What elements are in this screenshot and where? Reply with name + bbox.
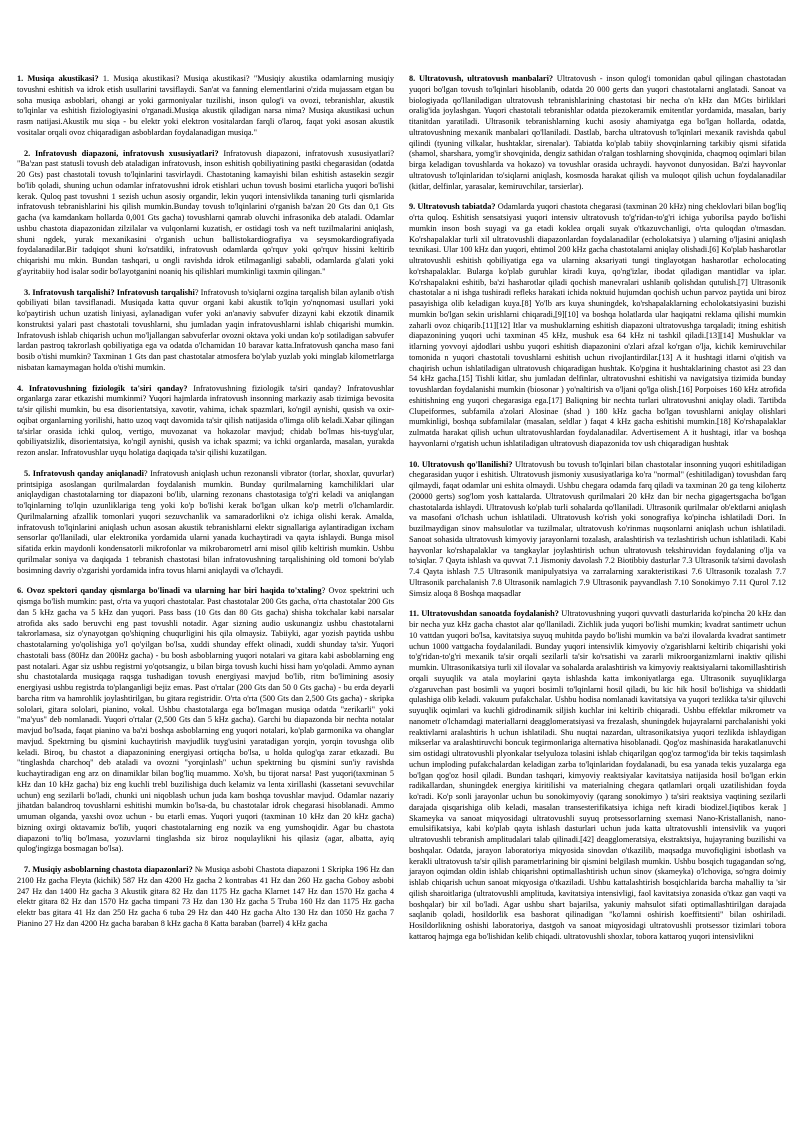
paragraph-10 xyxy=(409,460,786,600)
paragraph-7 xyxy=(17,865,394,930)
answer-text: Ultratovushning yuqori quvvatli dasturlarida ko'pincha 20 kHz dan bir necha yuz kHz gacha chastot alar qo'llaniladi. Zichlik juda yuqori bo'lishi mumkin; kvadrat santimetr uchun 10 vattdan yuqori bo'lsa, kavitatsiya suyuq muhitda paydo bo'lishi mumkin va ba'zi ilovalarda kvadrat santimetr uchun 1000 vattgacha foydalaniladi. Bunday yuqori intensivlik kimyoviy o'zgarishlarni keltirib chiqarishi yoki to'g'ridan-to'g'ri mexanik ta'sir orqali sezilarli ta'sir ko'rsatishi va zararli mikroorganizmlarni inaktiv qilishi mumkin. Ultrasonikatsiya turli xil ilovalar va sohalarda aralashtirish va kimyoviy reaktsiyalarni takomillashtirish orqali suyuqlik va atala moylarini qayta ishlashda katta imkoniyatlarga ega. Ultrasonik suyuqliklarga o'zgaruvchan past bosimli va yuqori bosimli to'lqinlarni hosil qiladi, bu kic hik hosil bo'lishiga va shiddatli qulashiga olib keladi. vakuum pufakchalar. Ushbu hodisa nomlanadi kavitatsiya va yuqori tezlikka ta'sir qiluvchi suyuqlik oqimlari va kuchli gidrodinamik siljish kuchlar ini keltirib chiqaradi. Ushbu effektlar mikrometr va nanometr o'lchamdagi materiallarni deagglomeratsiyasi va frezalash, shuningdek hujayralarni parchalanishi yoki reaktivlarni aralashtiris h uchun ishlatiladi. Shu nuqtai nazardan, ultrasonikatsiya yuqori tezlikda ishlaydigan mikserlar va aralashtiruvchi boncuk tegirmonlariga alternativa hisoblanadi. Qog'oz mashinasida harakatlanuvchi sim ostidagi ultratovushli plyonkalar tselyuloza tolasini ishlab chiqarilgan qog'oz tarmog'ida bir tekis taqsimlash uchun imploding pufakchalardan keladigan zarba to'lqinlaridan foydalanadi, bu esa yanada tekis yuzalarga ega bo'lgan qog'oz hosil qiladi. Bundan tashqari, kimyoviy reaktsiyalar kavitatsiya natijasida hosil bo'lgan erkin radikallardan, shuningdek energiya kiritilishi va materialning chegara qatlamlari orqali uzatilishidan foyda ko'radi. Ko'p sonli jarayonlar uchun bu sonokimyoviy (qarang sonokimyo ) ta'siri reaktsiya vaqtining sezilarli darajada qisqarishiga olib keladi, masalan transesterifikatsiya ichiga neft kiradi biodizel.[iqtibos kerak ] Skameyka va sanoat miqyosidagi ultratovushli suyuq protsessorlarning sxemasi Nano-Kristallanish, nano-emulsifikatsiya, kabi ko'plab qayta ishlash dasturlari uchun juda katta ultratovushli intensivlik va yuqori ultratovushli tebranish amplitudalari talab qilinadi.[42] deagglomeratsiya, ekstraktsiya, hujayraning buzilishi va boshqalar. Odatda, jarayon laboratoriya miqyosida sinovdan o'tkazilib, maqsadga muvofiqligini isbotlash va kerakli ultratovush ta'sir qilish parametrlarining bir qismini belgilash mumkin. Ushbu bosqich tugagandan so'ng, jarayon oqimdan oldin ishlab chiqarishni optimallashtirish uchun sinov (skameyka) o'lchoviga, so'ngra doimiy ishlab chiqarish uchun sanoat miqyosiga o'tkaziladi. Ushbu kattalashtirish bosqichlarida barcha mahalliy ta 'sir qilish sharoitlariga (ultratovushli amplituda, kavitatsiya intensivligi, faol kavitatsiya zonasida o'tkaz gan vaqti va boshqalar) bir xil bo'ladi. Agar ushbu shart bajarilsa, yakuniy mahsulot sifati optimallashtirilgan darajada saqlanib qoladi, hosildorlik esa bashorat qilinadigan "ko'lamni oshirish koeffitsienti" bilan oshiriladi. Hosildorlikning oshishi laboratoriya, dastgoh va sanoat miqyosidagi ultratovushli protsessor tizimlari tobora kattaroq hajmga ega bo'lishidan kelib chiqadi. ultratovushli shoxlar, tobora kattaroq yuqori intensivlikni xyxy=(409,609,786,941)
answer-text: Ultratovush bu tovush to'lqinlari bilan chastotalar insonning yuqori eshitiladigan chegarasidan yuqor i eshitish. Ultratovush jismoniy xususiyatlariga ko'ra "normal" (eshitiladigan) tovushdan farq qilmaydi, faqat odamlar uni eshita olmaydi. Ushbu chegara odamda farq qiladi va taxminan 20 ga teng kilohertz (20000 gerts) sog'lom yosh kattalarda. Ultratovush qurilmalari 20 kHz dan bir necha gigagertsgacha bo'lgan chastotalarda ishlaydi. Ultratovush ko'plab turli sohalarda qo'llaniladi. Ultrasonik qurilmalar ob'ektlarni aniqlash va masofani o'lchash uchun ishlatiladi. Ultratovush ko'rish yoki sonografiya ko'pincha ishlatiladi Dori. In buzilmaydigan sinov mahsulotlar va tuzilmalar, ultratovush ko'rinmas nuqsonlarni aniqlash uchun ishlatiladi. Sanoat sohasida ultratovush kimyoviy jarayonlarni tozalash, aralashtirish va tezlashtirish uchun ishlatiladi. Kabi hayvonlar ko'rshapalaklar va tangkaylar joylashtirish uchun ultratovush tekshiruvidan foydalaning o'lja va to'siqlar. 7 Qayta ishlash va quvvat 7.1 Jismoniy davolash 7.2 Biotibbiy dasturlar 7.3 Ultrasonik ta'sirni davolash 7.4 Qayta ishlash 7.5 Ultrasonik manipulyatsiya va zarralarning xarakteristikasi 7.6 Ultrasonik tozalash 7.7 Ultrasonik parchalanish 7.8 Ultrasonik namlagich 7.9 Ultrasonik payvandlash 7.10 Sonokimyo 7.11 Qurol 7.12 Simsiz aloqa 8 Boshqa maqsadlar xyxy=(409,459,786,598)
question-heading: 5. Infratovush qanday aniqlanadi xyxy=(24,468,144,478)
answer-text: ? Infratovush to'siqlarni ozgina tarqalish bilan aylanib o'tish qobiliyati bilan tavsiflanadi. Musiqada katta quvur organi kabi akustik to'lqin yo'nqnomasi usullari yoki ko'paytirish uchun uzatish liniyasi, aylanadigan vufer yoki an'anaviy sabvufer dizayni kabi ekzotik dinamik konstruktsi yalari past chastotali tovushlarni, shu jumladan yaqin infratovushlarni ishlab chiqarishi mumkin. Infratovush ishlab chiqarish uchun mo'ljallangan sabvuferlar ovozni oktava yoki undan ko'p sotiladigan sabvufer lardan pastroq takrorlash qobiliyatiga ega va odatda o'lchamidan 10 baravar katta.Infratovush qancha maso fani bosib o'tishi mumkin? Taxminan 1 Gts dan past chastotalar atmosfera bo'ylab yuzlab yoki minglab kilometrlarga nisbatan kamaymagan holda o'tishi mumkin. xyxy=(17,287,394,372)
left-column xyxy=(17,74,394,1131)
paragraph-5 xyxy=(17,469,394,577)
right-column xyxy=(409,74,786,1131)
question-heading: 3. Infratovush tarqalishi? Infratovush tarqalishi xyxy=(24,287,195,297)
question-heading: 1. Musiqa akustikasi? xyxy=(17,74,99,83)
paragraph-8 xyxy=(409,74,786,192)
paragraph-2 xyxy=(17,149,394,278)
answer-text: 1. Musiqa akustikasi? Musiqa akustikasi? "Musiqiy akustika odamlarning musiqiy tovushni eshitish va idrok etish usullarini tavsiflaydi. San'at va fanning elementlarini o'zida mujassam etgan bu soha musiqa asboblari, ohangi ar yoki garmoniyalar tuzilishi, inson qulog'i va ovozi, tebranishlar, akustik to'lqinlar va eshitish fiziologiyasini o'rganadi.Musiqa akustik qiladigan narsa nima? Musiqa akustikasi uchun rasm natijasi.Akustik mu siqa - bu elektr yoki elektron vositalardan farqli o'laroq, faqat yoki asosan akustik vositalar orqali ovoz chiqaradigan asboblardan foydalanadigan musiqa." xyxy=(17,74,394,137)
answer-text: Odamlarda yuqori chastota chegarasi (taxminan 20 kHz) ning cheklovlari bilan bog'liq o'rta quloq. Eshitish sensatsiyasi yuqori intensiv ultratovush to'g'ridan-to'g'ri ichiga yuborilsa paydo bo'lishi mumkin inson bosh suyagi va ga etadi koklea orqali suyak o'tkazuvchanligi, o'rta quloqdan o'tmasdan. Ko'rshapalaklar turli xil ultratovushli diapazonlardan foydalanadilar (echolokatsiya ) ularning o'ljasini aniqlash texnikasi. Ular 100 kHz dan yuqori, ehtimol 200 kHz gacha chastotalarni aniqlay olishadi.[6] Ko'plab hasharotlar ultratovushli eshitish qobiliyatiga ega va ularning aksariyati tungi tinglayotgan hasharotlar echolocating ko'rshapalaklar. Bularga ko'plab guruhlar kiradi kuya, qo'ng'izlar, ibodat qiladigan mantidlar va iplar. Ko'rshapalakni eshitib, ba'zi hasharotlar qiladi qochish manevralari ushlanib qolishdan qutulish.[7] Ultrasonik chastotalar a ni ishga tushiradi refleks harakati ichida noktuid hujumdan qochish uchun parvoz paytida uni biroz pasayishiga olib keladigan kuya.[8] Yo'lb ars kuya shuningdek, ko'rshapalaklarning echolokatsiyasini buzishi mumkin bo'lgan sekin urishlarni chiqaradi,[9][10] va boshqa holatlarda ular haqiqatni reklama qilishi mumkin zaharli ovoz chiqarib.[11][12] Itlar va mushuklarning eshitish diapazoni ultratovushga tarqaladi; itning eshitish diapazonining yuqori uchi taxminan 45 kHz, mushuk esa 64 kHz ni tashkil qiladi.[13][14] Mushuklar va itlarning yovvoyi ajdodlari ushbu yuqori eshitish diapazonini o'zlari afzal ko'rgan o'lja, kichik kemiruvchilar tomonida n yuqori chastotali tovushlarni eshitish uchun rivojlantirdilar.[13] A it hushtagi itlarni o'qitish va chaqirish uchun ishlatiladigan ultratovush chiqaradigan hushtak. Ko'pgina it hushtaklarining chastot asi 23 dan 54 kHz gacha.[15] Tishli kitlar, shu jumladan delfinlar, ultratovushni eshitishi va navigatsiya tizimida bunday tovushlardan foydalanishi mumkin (biosonar ) yo'naltirish va o'ljani qo'lga olish.[16] Porpoises 160 kHz atrofida eshitishning eng yuqori chegarasiga ega.[17] Baliqning bir nechta turlari ultratovushni aniqlay oladi. Tartibda Clupeiformes, subfamila a'zolari Alosinae (shad ) 180 kHz gacha bo'lgan tovushlarni aniqlay olishlari mumkinligi, boshqa subfamilalar (masalan, seldlar ) faqat 4 kHz gacha eshitishi mumkin.[18] Ko'rshapalaklar zulmatda harakat qilish uchun ultratovushlardan foydalanadilar. Advertisement A it hushtagi, itlar va boshqa hayvonlarni o'rgatish uchun ishlatiladigan ultratovush diapazonida tov ush chiqaradigan hushtak xyxy=(409,202,786,448)
answer-text: Ultratovush - inson qulog'i tomonidan qabul qilingan chastotadan yuqori bo'lgan tovush to'lqinlari hisoblanib, odatda 20 000 gerts dan yuqori chastotalarni anglatadi. Sanoat va biologiyada qo'llaniladigan ultratovush tebranishlarining chastotasi bir necha o'n kHz dan MGts birliklari oralig'ida joylashgan. Yuqori chastotali tebranishlar odatda piezokeramik emitentlar yordamida, masalan, bariy titanitdan yaratiladi. Ultrasonik tebranishlarning kuchi asosiy ahamiyatga ega bo'lgan hollarda, odatda, ultratovushning mexanik manbalari qo'llaniladi. Dastlab, barcha ultratovush to'lqinlari mexanik ravishda qabul qilindi (tyuning vilkalar, hushtaklar, sirenalar). Tabiatda ko'plab tabiiy shovqinlarning tarkibiy qismi sifatida (shamol, sharshara, yomg'ir shovqinida, dengiz sathidan o'ralgan toshlarning shovqinida, chaqmoq oqimlari bilan birga keladigan tovushlarda va hokazo) va tovushlar orasida uchraydi. hayvonot dunyosidan. Ba'zi hayvonlar ultratovush to'lqinlaridan to'siqlarni aniqlash, kosmosda harakat qilish va muloqot qilish uchun foydalanadilar (kitlar, delfinlar, yarasalar, kemiruvchilar, tarsierlar). xyxy=(409,74,786,191)
answer-text: № Musiqa asbobi Chastota diapazoni 1 Skripka 196 Hz dan 2100 Hz gacha Fleyta (kichik) 587 Hz dan 4200 Hz gacha 2 kontrabas 41 Hz dan 260 Hz gacha Goboy asbobi 247 Hz dan 1400 Hz gacha 3 Akustik gitara 82 Hz dan 1175 Hz gacha Klarnet 147 Hz dan 1570 Hz gacha 4 elektr gitara 82 Hz dan 1570 Hz gacha timpani 73 Hz dan 130 Hz gacha 5 Truba 160 Hz dan 1175 Hz gacha elektr bas gitara 41 Hz dan 250 Hz gacha 6 tuba 29 Hz dan 440 Hz gacha Alto 130 Hz dan 1050 Hz gacha 7 Pianino 27 Hz dan 4200 Hz gacha baraban 8 kHz gacha 8 Katta baraban (barrel) 4 kHz gacha xyxy=(17,865,394,928)
question-heading: 6. Ovoz spektori qanday qismlarga bo'linadi va ularning har biri haqida to'xtaling xyxy=(17,586,322,596)
paragraph-3 xyxy=(17,288,394,374)
answer-text: Infratovush diapazoni, infratovush xususiyatlari? "Ba'zan past statusli tovush deb ataladigan infratovush, inson eshitish qobiliyatining pastki chegarasidan (odatda 20 Gts) past chastotali tovush to'lqinlarini tasvirlaydi. Chastotaning kamayishi bilan eshitish astasekin sezgir bo'lib qoladi, shuning uchun odamlar infratovushni idrok etishlari uchun tovush bosimi etarlicha yuqori bo'lishi kerak. Quloq past tovushni 1 sezish uchun asosiy organdir, lekin yuqori intensivlikda tananing turli qismlarida infratovush tebranishlarini his qilish mumkin.Bunday tovush to'lqinlarini o'rganish ba'zan 20 Gts dan 0,1 Gts gacha (va kamdankam hollarda 0,001 Gts gacha) tovushlarni qamrab oluvchi infrasonika deb ataladi. Odamlar ushbu chastota diapazonidan zilzilalar va vulqonlarni kuzatish, er ostidagi tosh va neft tuzilmalarini aniqlash, shuni ngdek, yurak mexanikasini o'rganish uchun ballistokardiografiya va seysmokardiografiyada foydalanadilar.Bir tadqiqot shuni ko'rsatdiki, infratovush odamlarda qo'rquv yoki qo'rquv hissini keltirib chiqarishi mu mkin. Bundan tashqari, u ongli ravishda idrok etilmaganligi sababli, odamlarda g'alati yoki g'ayritabiiy hod isalar sodir bo'layotganini noaniq his qilishlari mumkinligi taxmin qilingan." xyxy=(17,148,395,276)
question-heading: 7. Musiqiy asboblarning chastota diapazonlari? xyxy=(24,865,193,874)
question-heading: 2. Infratovush diapazoni, infratovush xususiyatlari? xyxy=(24,148,219,158)
paragraph-1 xyxy=(17,74,394,139)
answer-text: ? Infratovush aniqlash uchun rezonansli vibrator (torlar, shoxlar, quvurlar) printsipiga asoslangan qurilmalardan foydalanish mumkin. Bunday qurilmalarning kamchiliklari ular aniqlaydigan chastotalarning tor diapazoni bo'lib, ularning rezonans chastotasiga to'g'ri keladi va aniqlangan to'lqinlarning to'lqin uzunliklariga teng yoki ko'p bo'lishi kerak bo'lgan ulkan ko'p metrli o'lchamlardir. Qurilmalarning afzallik tomonlari yuqori sezuvchanlik va samaradorlikni o'z ichiga olishi kerak. Amalda, infratovush to'lqinlarini aniqlash uchun asosan akustik tebranishlarni elektr signallariga aylantiradigan ixcham sensorlar qo'llaniladi, ular elektronika yordamida ularni yanada kuchaytiradi va qayta ishlaydi. Bunga misol sifatida erkin maydonli kondensatorli mikrofonlar va mikrobarometrl arni misol qilib keltirish mumkin. Ushbu qurilmalar soniya va daqiqada 1 tebranish chastotasi bilan infratovushning tarqalishining old tomoni bo'ylab bosimning davriy o'zgarishi yordamida infra tovus hlarni aniqlaydi va o'lchaydi. xyxy=(17,468,394,575)
paragraph-11 xyxy=(409,609,786,942)
answer-text: Infratovushning fiziologik ta'siri qanday? Infratovushlar organlarga zarar etkazishi mumkinmi? Yuqori hajmlarda infratovush insonning markaziy asab tizimiga bevosita ta'sir qilishi mumkin, bu esa disorientatsiya, xavotir, vahima, ichak spazmlari, ko'ngil aynishi, qusish va oxir-oqibat organlarning yorilishi, hatto uzoq vaqt davomida ta'sir qilish natijasida o'limga olib keladi.Xabar qilingan ta'sirlar orasida ichki quloq, vertigo, muvozanat va hokazolar mavjud; chidab bo'lmas his-tuyg'ular, qobiliyatsizlik, disorientatsiya, ko'ngil aynishi, qusish va ichak spazmi; va ichki organlarda, masalan, yurakda rezon anslar. Infratovushlar uyqu holatiga daqiqada ta'sir qilishi kuzatilgan. xyxy=(17,383,394,457)
question-heading: 8. Ultratovush, ultratovush manbalari? xyxy=(409,74,554,83)
question-heading: 4. Infratovushning fiziologik ta'siri qanday? xyxy=(17,383,188,393)
question-heading: 11. Ultratovushdan sanoatda foydalanish? xyxy=(409,609,559,619)
paragraph-4 xyxy=(17,384,394,459)
paragraph-6 xyxy=(17,586,394,855)
question-heading: 9. Ultratovush tabiatda? xyxy=(409,202,496,212)
answer-text: ? Ovoz spektrini uch qismga bo'lish mumkin: past, o'rta va yuqori chastotalar. Past chastotalar 200 Gts gacha, o'rta chastotalar 200 Gts dan 5 kHz gacha va 5 kHz dan yuqori. Pass bass (10 Gts dan 80 Gts gacha) shisha tokchalar kabi narsalar atrofida aks sado beruvchi eng past tovushli notadir. Agar sizning audio uskunangiz ushbu chastotalarni takrorlamasa, siz o'ynayotgan qo'shiqning chuqurligini his qila olmaysiz. Tabiiyki, agar yozish paytida ushbu chastotalarning yo'qolishiga yo'l qo'yilgan bo'lsa, xuddi shunday effekt olinadi, xuddi shunday ta'sir. Yuqori chastotali bass (80Hz dan 200Hz gacha) - bu bosh asboblarning yuqori notalari va gitara kabi asboblarning eng past notalari. Agar siz ushbu registrni yo'qotsangiz, u bilan birga tovush kuchi hissi ham yo'qoladi. Ammo aynan shu chastotalarda musiqaga raqsga tushadigan tovush energiyasi mavjud bo'lib, ritm bo'limining asosiy energiyasi ushbu registrda to'planganligi bejiz emas. Past o'rtalar (200 Gts dan 50 0 Gts gacha) - bu erda deyarli barcha ritm va hamrohlik joylashtirilgan, bu gitara registridir. O'rta o'rta (500 Gts dan 2,500 Gts gacha) - skripka sololari, gitara sololari, pianino, vokal. Ushbu chastotalarga ega bo'lmagan musiqa odatda "zerikarli" yoki "ma'yus" deb nomlanadi. Yuqori o'rtalar (2,500 Gts dan 5 kHz gacha). Garchi bu diapazonda bir nechta notalar mavjud bo'lsada, faqat pianino va ba'zi boshqa asboblarning eng yuqori notalari, ko'plab garmonika va ohanglar mavjud. Spektrning bu qismini kuchaytirish mavjudlik tuyg'usini yaratadigan yorqin, yorqin tovushga olib keladi. Biroq, bu chastot a diapazonining energiyasi ortiqcha bo'lsa, u holda qulog'qa zarar etkazadi. Bu "tinglashda charchoq" deb ataladi va ovozni "yorqinlash" uchun spektrning bu qismini sun'iy ravishda kuchaytiradigan eng arz on dinamiklar bilan bog'liq muammo. Xo'sh, bu tijorat narsa! Past yuqori(taxminan 5 kHz dan 10 kHz gacha) biz eng kuchli trebl buzilishiga duch kelamiz va lenta xirillashi (kassetani sevuvchilar uchun) eng sezilarli bo'ladi, chunki uni niqoblash uchun juda kam boshqa tovushlar mavjud. Odamlar nazariy jihatdan balandroq tovushlarni eshitishi mumkin bo'lsa-da, bu chastotalar idrok chegarasi hisoblanadi. Ammo umuman olganda, yaxshi ovoz uchun - bu etarli emas. Yuqori yuqori (taxminan 10 kHz dan 20 kHz gacha) bizning oxirgi oktavamiz bo'lib, yuqori chastotalarning eng nozik va eng yumshoqidir. Agar bu chastota diapazoni to'liq bo'lmasa, yozuvlarni tinglashda siz biroz noqulaylikni his qilasiz (agar, albatta, ayiq qulog'ingizga bosmagan bo'lsa). xyxy=(17,586,394,854)
paragraph-9 xyxy=(409,202,786,449)
question-heading: 10. Ultratovush qo'llanilishi? xyxy=(409,459,513,469)
